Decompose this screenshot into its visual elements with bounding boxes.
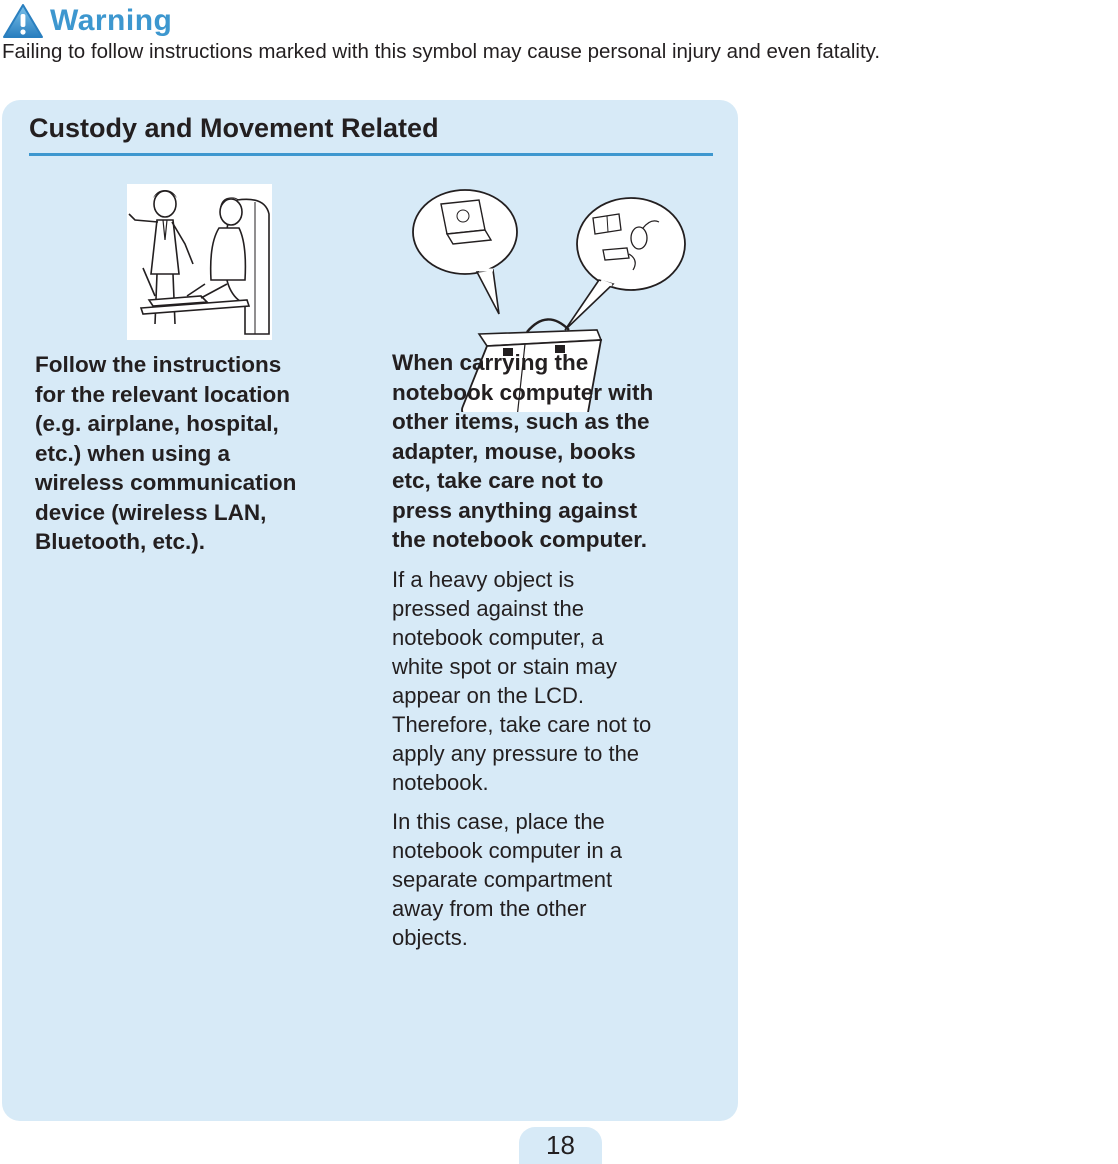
right-heading-line: press anything against (392, 497, 638, 523)
right-heading-line: the notebook computer. (392, 527, 648, 552)
section-divider (29, 153, 713, 156)
body-line: notebook computer, a (392, 624, 604, 650)
left-heading-line: for the relevant location (35, 381, 291, 407)
warning-title: Warning (50, 4, 173, 37)
right-heading-line: adapter, mouse, books (392, 438, 636, 464)
body-line: notebook computer in a (392, 837, 622, 863)
body-line: notebook. (392, 769, 489, 795)
left-heading-line: wireless communication (35, 470, 297, 495)
airplane-passenger-illustration (127, 184, 272, 340)
right-body-paragraph-1 (392, 565, 722, 797)
custody-movement-panel (2, 100, 738, 1121)
warning-header (2, 2, 172, 40)
right-heading-line: notebook computer with (392, 379, 654, 405)
left-instruction-heading (35, 350, 355, 557)
body-line: objects. (392, 924, 468, 950)
right-heading-line: When carrying the (392, 350, 589, 375)
right-instruction-column (392, 348, 722, 952)
body-line: appear on the LCD. (392, 682, 585, 708)
warning-description: Failing to follow instructions marked with this symbol may cause personal injury and even fatality. (2, 40, 881, 63)
left-heading-line: Follow the instructions (35, 352, 282, 377)
left-heading-line: Bluetooth, etc.). (35, 529, 205, 554)
body-line: separate compartment (392, 866, 613, 892)
body-line: away from the other (392, 895, 587, 921)
right-instruction-heading (392, 348, 722, 555)
page-number: 18 (519, 1127, 602, 1164)
warning-triangle-icon (2, 3, 44, 39)
left-instruction-column (35, 350, 355, 557)
body-line: apply any pressure to the (392, 740, 640, 766)
body-line: pressed against the (392, 595, 585, 621)
right-body-paragraph-2 (392, 807, 722, 952)
body-line: Therefore, take care not to (392, 711, 652, 737)
body-line: If a heavy object is (392, 566, 575, 592)
left-heading-line: etc.) when using a (35, 440, 231, 466)
right-heading-line: other items, such as the (392, 409, 650, 434)
right-heading-line: etc, take care not to (392, 468, 604, 493)
left-heading-line: (e.g. airplane, hospital, (35, 411, 279, 436)
body-line: white spot or stain may (392, 653, 617, 679)
section-title: Custody and Movement Related (29, 113, 439, 143)
left-heading-line: device (wireless LAN, (35, 499, 267, 525)
body-line: In this case, place the (392, 808, 605, 834)
